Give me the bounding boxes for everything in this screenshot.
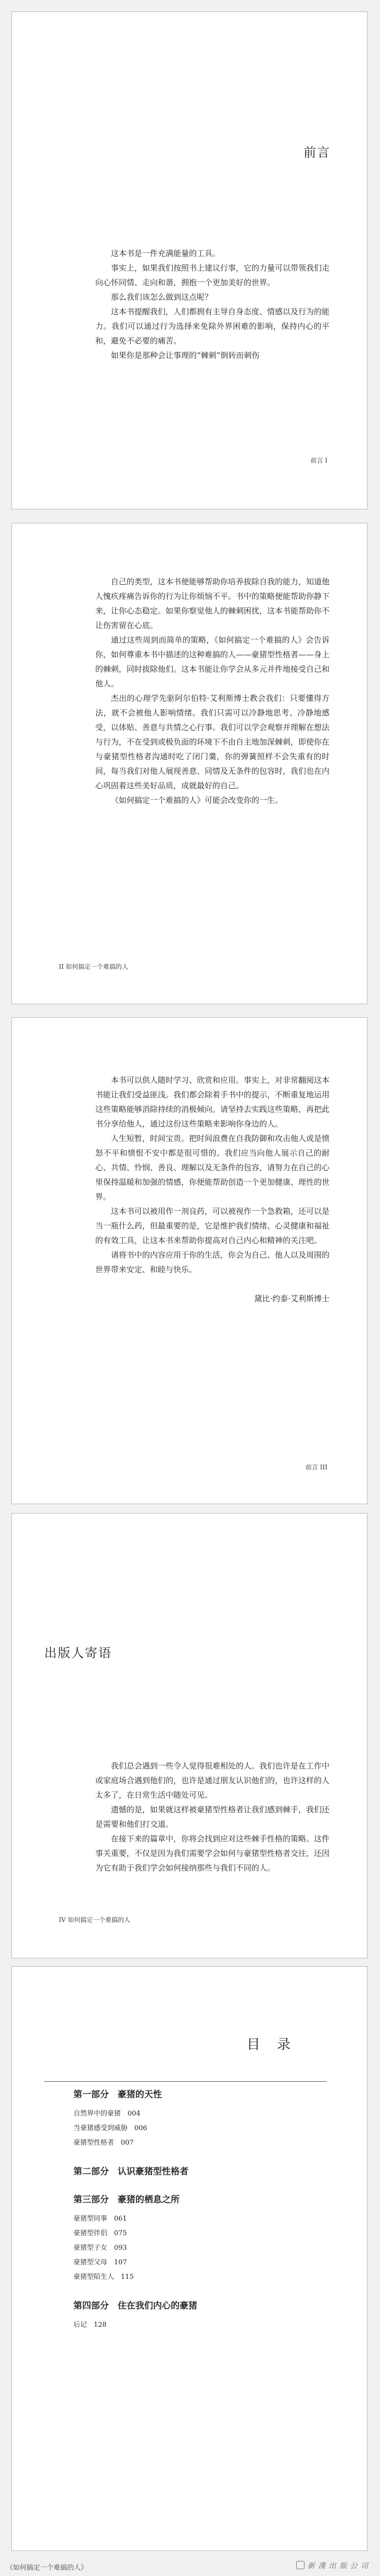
publisher-logo: [296, 2560, 369, 2571]
toc-item[interactable]: 自然界中的豪猪 004: [73, 2110, 141, 2118]
paragraph: 人生短暂，时间宝贵。把时间浪费在自我防御和攻击他人或是愤怒不平和愤恨不安中都是很可惜的。我们应当向他人展示自己的耐心、共情、怜悯、善良、理解以及无条件的包容，请努力在自己的心里保持温暖和加强的情感，你便能帮助创造一个更加健康、理性的世界。: [95, 1134, 330, 1201]
contents-title: 目 录: [246, 2037, 297, 2053]
paragraph: 《如何搞定一个难搞的人》可能会改变你的一生。: [111, 796, 283, 805]
toc-part-1[interactable]: 第一部分 豪猪的天性: [73, 2090, 162, 2100]
paragraph: 事实上，如果我们按照书上建议行事，它的力量可以带领我们走向心怀同情、走向和谐，拥抱一个更加美好的世界。: [95, 263, 330, 287]
paragraph: 遗憾的是，如果就这样被豪猪型性格者让我们感到棘手，我们还是需要和他们打交道。: [95, 1805, 330, 1829]
toc-item[interactable]: 后记 128: [73, 2321, 107, 2329]
paragraph: 在接下来的篇章中，你将会找到应对这些棘手性格的策略。这件事关重要，不仅是因为我们需要学会如何与豪猪型性格者交往，还因为它有助于我们学会如何接纳那些与我们不同的人。: [95, 1834, 330, 1873]
paragraph: 本书可以供人随时学习、欣赏和应用。事实上，对非常翻阅这本书能让我们受益匪浅。我们都会除着手书中的提示，不断重复地运用这些策略能够消除持续的消极倾向。请坚持去实践这些策略，再把此书分享给他人，通过这份这些策略来影响你身边的人。: [95, 1075, 330, 1129]
title-divider: [44, 2081, 326, 2082]
page-preface-2: [11, 523, 368, 1004]
viewer-footer: [0, 2556, 380, 2576]
toc-part-4[interactable]: 第四部分 住在我们内心的豪猪: [73, 2301, 197, 2311]
page-folio: II 如何搞定一个难搞的人: [59, 963, 129, 970]
preface-body: [95, 246, 330, 363]
publisher-note-body: [95, 1759, 330, 1875]
toc-item[interactable]: 豪猪型父母 107: [73, 2259, 127, 2266]
paragraph: 请将书中的内容应用于你的生活，你会为自己、他人以及周围的世界带来安定、和睦与快乐。: [95, 1250, 330, 1274]
publisher-logo-icon: [296, 2561, 305, 2569]
paragraph: 杰出的心理学先驱阿尔伯特·艾利斯博士教会我们：只要懂得方法，就不会被他人影响情绪。我们只需可以冷静地思考、冷静地感受，以体贴、善意与共情之心行事。我们可以学会观察并理解在想法与行为，不在受到或极负面的环境下不由自主地加深棘刺，即使你在与豪猪型性格者沟通时吃了闭门羹，你的弹簧照样不会失重有的时间，每当我们对他人展现善意、同情及无条件的包容时，我们也在内心巩固着这些美好品质，成就最好的自己。: [95, 694, 330, 790]
page-folio: 前言 III: [305, 1464, 327, 1471]
preface-body: [95, 1073, 330, 1306]
paragraph: 这本书是一件充满能量的工具。: [111, 249, 221, 258]
paragraph: 自己的类型，这本书便能够帮助你培养拔除自我的能力，知道他人愧疚疼痛告诉你的行为让你烦恼不平。书中的策略便能帮助你静下来，让你心态稳定。如果你察觉他人的棘刺困扰，这本书能帮助你不让伤害留在心底。: [95, 577, 330, 630]
toc-part-3[interactable]: 第三部分 豪猪的栖息之所: [73, 2195, 180, 2205]
preface-body: [95, 574, 330, 808]
toc-item[interactable]: 豪猪型子女 093: [73, 2244, 127, 2252]
table-of-contents: [73, 2088, 313, 2333]
toc-item[interactable]: 当豪猪感受到威胁 006: [73, 2124, 147, 2132]
toc-item[interactable]: 豪猪型伴侣 075: [73, 2229, 127, 2237]
toc-item[interactable]: 豪猪型性格者 007: [73, 2139, 134, 2147]
paragraph: 通过这些周到而简单的策略，《如何搞定一个难搞的人》会告诉你，如何尊重本书中描述的这种难搞的人——豪猪型性格者——身上的棘刺，同时拔除他们。这本书能让你学会从多元并件地接受自己和他人。: [95, 635, 330, 688]
paragraph: 如果你是那种会让事理的“棘刺”倒转而刺伤: [111, 351, 260, 360]
page-folio: 前言 I: [310, 457, 327, 464]
publisher-name: 新 漢 出 版 公 司: [307, 2562, 369, 2570]
paragraph: 这本书提醒我们，人们都拥有主导自身态度、情感以及行为的能力。我们可以通过行为选择来免除外界困难的影响，保持内心的平和，避免不必要的痛苦。: [95, 307, 330, 345]
toc-item[interactable]: 豪猪型陌生人 115: [73, 2273, 134, 2281]
publisher-note-title: 出版人寄语: [44, 1646, 112, 1660]
signature: 黛比·约泰·艾利斯博士: [254, 1294, 330, 1303]
paragraph: 这本书可以被用作一剂良药，可以被视作一个急救箱，还可以是当一瓶什么药，但最重要的是，它是维护我们情绪、心灵健康和福祉的有效工具，让这本书来帮助你提高对自己内心和精神的关注吧。: [95, 1207, 330, 1245]
paragraph: 那么我们该怎么做到这点呢？: [111, 292, 213, 302]
page-preface-3: [11, 1017, 368, 1504]
page-contents: [11, 1966, 368, 2551]
preface-title: 前言: [303, 145, 331, 160]
toc-part-2[interactable]: 第二部分 认识豪猪型性格者: [73, 2167, 188, 2177]
paragraph: 我们总会遇到一些令人觉得很难相处的人。我们也许是在工作中或家庭场合遇到他们的，也许是通过朋友认识他们的，也许这样的人太多了，在日常生活中随处可见。: [95, 1761, 330, 1800]
toc-item[interactable]: 豪猪型同事 061: [73, 2215, 127, 2223]
page-publisher-note: [11, 1513, 368, 1958]
page-preface-1: [11, 11, 368, 509]
book-title-footer: 《如何搞定一个难搞的人》: [6, 2564, 88, 2571]
page-folio: IV 如何搞定一个难搞的人: [59, 1916, 131, 1924]
